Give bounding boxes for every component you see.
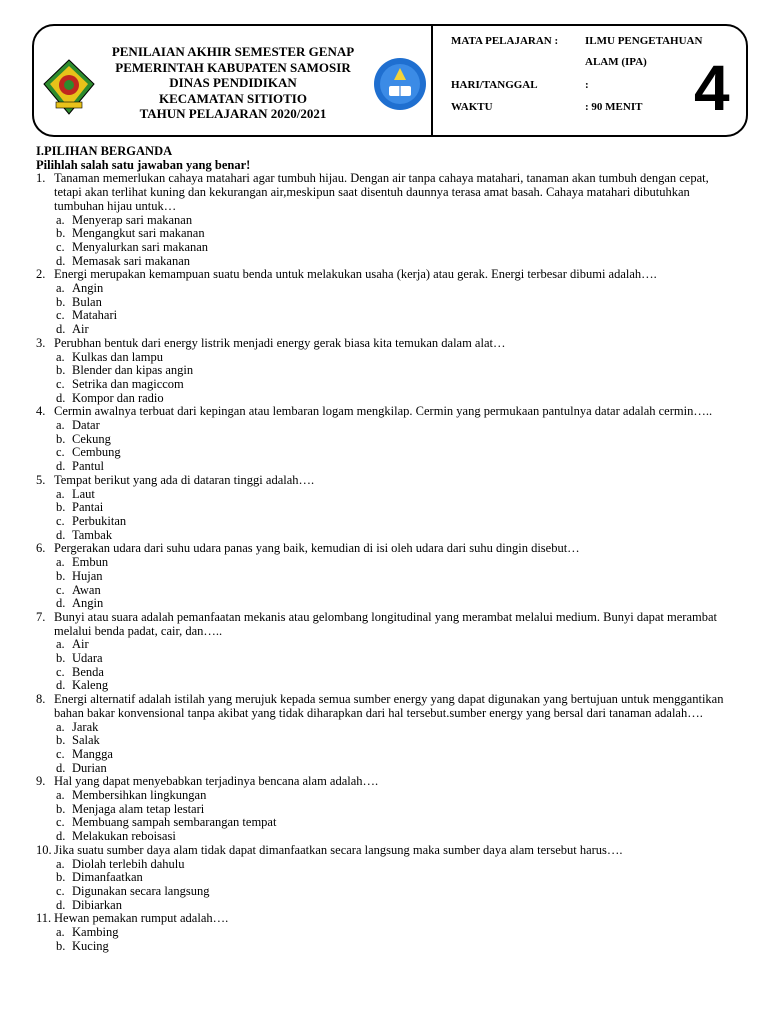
question-text: Jika suatu sumber daya alam tidak dapat dimanfaatkan secara langsung maka sumber daya alam tersebut harus…. [54,842,623,857]
option-letter: c. [56,582,65,597]
option-letter: c. [56,308,65,323]
option-text: Setrika dan magiccom [72,376,184,391]
option-text: Kucing [72,938,109,953]
option-letter: a. [56,486,65,501]
option-letter: d. [56,897,66,912]
question-row [36,405,736,419]
option-text: Mangga [72,746,113,761]
option-letter: c. [56,746,65,761]
option-letter: d. [56,678,66,693]
question-number: 11. [36,911,52,926]
option-text: Laut [72,486,95,501]
option-letter: d. [56,829,66,844]
instruction-text: Pilihlah salah satu jawaban yang benar! [36,157,251,172]
option-letter: a. [56,349,65,364]
answer-option [56,515,736,529]
option-letter: a. [56,925,65,940]
answer-option [56,597,736,611]
option-list [56,488,736,543]
option-text: Tambak [72,527,113,542]
question-item [36,474,736,543]
exam-header [32,24,748,137]
answer-option [56,926,736,940]
question-number: 8. [36,692,46,707]
question-text: Tempat berikut yang ada di dataran tinggi adalah…. [54,472,315,487]
option-text: Kaleng [72,678,109,693]
tut-wuri-handayani-logo-icon [372,56,428,112]
answer-option [56,570,736,584]
question-text: Energi merupakan kemampuan suatu benda untuk melakukan usaha (kerja) atau gerak. Energi terbesar dibumi adalah…. [54,267,657,282]
question-row [36,844,736,858]
option-letter: b. [56,294,66,309]
option-text: Kambing [72,925,119,940]
option-letter: d. [56,760,66,775]
option-letter: b. [56,733,66,748]
option-text: Membersihkan lingkungan [72,788,207,803]
answer-option [56,433,736,447]
answer-option [56,529,736,543]
title-line-1: PENILAIAN AKHIR SEMESTER GENAP [111,44,355,59]
answer-option [56,679,736,693]
option-text: Air [72,637,89,652]
answer-option [56,488,736,502]
option-letter: d. [56,596,66,611]
option-text: Menyalurkan sari makanan [72,239,209,254]
question-row [36,775,736,789]
option-letter: b. [56,870,66,885]
subject-value-line-1: ILMU PENGETAHUAN [585,35,703,47]
question-item [36,775,736,844]
option-letter: c. [56,445,65,460]
answer-option [56,830,736,844]
grade-number: 4 [694,52,730,124]
answer-option [56,323,736,337]
option-letter: d. [56,459,66,474]
answer-option [56,871,736,885]
subject-label: MATA PELAJARAN : [451,35,559,47]
question-text: Pergerakan udara dari suhu udara panas yang baik, kemudian di isi oleh udara dari suhu dingin disebut… [54,541,580,556]
answer-option [56,241,736,255]
option-letter: d. [56,390,66,405]
answer-option [56,392,736,406]
option-list [56,282,736,337]
option-letter: d. [56,322,66,337]
title-line-4: KECAMATAN SITIOTIO [159,90,307,106]
title-line-2: PEMERINTAH KABUPATEN SAMOSIR [115,59,351,75]
option-text: Diolah terlebih dahulu [72,856,185,871]
option-text: Datar [72,418,100,433]
answer-option [56,734,736,748]
question-list [36,172,736,953]
option-letter: d. [56,253,66,268]
question-row [36,611,736,638]
option-letter: a. [56,418,65,433]
option-list [56,419,736,474]
answer-option [56,885,736,899]
question-text: Bunyi atau suara adalah pemanfaatan mekanis atau gelombang longitudinal yang merambat melalui medium. Bunyi dapat merambat melalui benda padat, cair, dan….. [54,609,717,638]
answer-option [56,255,736,269]
option-text: Kulkas dan lampu [72,349,163,364]
option-letter: b. [56,226,66,241]
option-text: Memasak sari makanan [72,253,191,268]
answer-option [56,762,736,776]
option-text: Kompor dan radio [72,390,164,405]
option-letter: b. [56,568,66,583]
question-row [36,268,736,282]
question-number: 3. [36,335,46,350]
option-letter: b. [56,431,66,446]
question-row [36,912,736,926]
question-number: 4. [36,404,46,419]
option-text: Angin [72,281,104,296]
answer-option [56,296,736,310]
section-title: I.PILIHAN BERGANDA [36,144,173,158]
question-text: Energi alternatif adalah istilah yang merujuk kepada semua sumber energy yang dapat digunakan yang bertujuan untuk menggantikan bahan bakar konvensional tanpa akibat yang tidak diharapkan dari hal tersebut.sumber energy yang bersal dari tanaman adalah…. [54,692,724,720]
title-line-3: DINAS PENDIDIKAN [169,75,297,90]
option-text: Menjaga alam tetap lestari [72,801,205,816]
option-text: Benda [72,664,104,679]
option-letter: b. [56,363,66,378]
answer-option [56,638,736,652]
time-value: : 90 MENIT [585,101,643,113]
option-text: Mengangkut sari makanan [72,226,205,241]
option-text: Dibiarkan [72,897,122,912]
option-letter: b. [56,938,66,953]
question-text: Tanaman memerlukan cahaya matahari agar tumbuh hijau. Dengan air tanpa cahaya matahari, tanaman akan tumbuh dengan cepat, tetapi akan terlihat kuning dan kekurangan air,meskipun saat disentuh daunnya terasa amat basah. Cahaya matahari dibutuhkan tumbuhan hijau untuk… [54,171,709,213]
option-text: Hujan [72,568,103,583]
title-line-5: TAHUN PELAJARAN 2020/2021 [139,106,327,121]
option-text: Perbukitan [72,513,127,528]
option-letter: a. [56,856,65,871]
option-letter: a. [56,212,65,227]
option-text: Pantul [72,459,104,474]
option-text: Durian [72,760,107,775]
question-text: Cermin awalnya terbuat dari kepingan atau lembaran logam mengkilap. Cermin yang permukaan pantulnya datar adalah cermin….. [54,404,713,419]
option-text: Embun [72,555,109,570]
option-letter: a. [56,281,65,296]
answer-option [56,816,736,830]
time-label: WAKTU [451,101,493,113]
exam-content [36,145,736,953]
option-letter: a. [56,719,65,734]
question-number: 1. [36,171,46,186]
question-item [36,844,736,913]
answer-option [56,282,736,296]
option-text: Bulan [72,294,102,309]
option-text: Blender dan kipas angin [72,363,194,378]
option-list [56,858,736,913]
option-text: Udara [72,651,103,666]
question-number: 2. [36,267,46,282]
answer-option [56,309,736,323]
answer-option [56,789,736,803]
option-text: Cembung [72,445,121,460]
question-row [36,542,736,556]
option-text: Awan [72,582,101,597]
question-item [36,912,736,953]
question-number: 9. [36,774,46,789]
question-row [36,693,736,720]
answer-option [56,364,736,378]
option-text: Salak [72,733,100,748]
answer-option [56,584,736,598]
option-letter: c. [56,664,65,679]
question-item [36,337,736,406]
option-list [56,926,736,953]
date-label: HARI/TANGGAL [451,79,538,91]
answer-option [56,214,736,228]
option-text: Air [72,322,89,337]
question-number: 7. [36,609,46,624]
question-text: Hal yang dapat menyebabkan terjadinya bencana alam adalah…. [54,774,379,789]
option-list [56,638,736,693]
option-text: Pantai [72,500,104,515]
question-item [36,693,736,775]
answer-option [56,446,736,460]
school-title [90,44,376,122]
answer-option [56,419,736,433]
answer-option [56,501,736,515]
option-letter: a. [56,637,65,652]
question-item [36,405,736,474]
question-row [36,172,736,213]
question-text: Perubhan bentuk dari energy listrik menjadi energy gerak biasa kita temukan dalam alat… [54,335,506,350]
option-text: Cekung [72,431,111,446]
option-letter: c. [56,376,65,391]
option-letter: c. [56,815,65,830]
question-number: 10. [36,842,52,857]
answer-option [56,858,736,872]
subject-value-line-2: ALAM (IPA) [585,56,647,68]
answer-option [56,748,736,762]
answer-option [56,666,736,680]
option-text: Matahari [72,308,118,323]
option-text: Angin [72,596,104,611]
answer-option [56,899,736,913]
answer-option [56,227,736,241]
date-value: : [585,79,589,91]
option-text: Dimanfaatkan [72,870,143,885]
option-letter: c. [56,513,65,528]
answer-option [56,940,736,954]
answer-option [56,721,736,735]
question-number: 5. [36,472,46,487]
header-divider [431,24,433,137]
answer-option [56,652,736,666]
answer-option [56,378,736,392]
answer-option [56,556,736,570]
question-item [36,611,736,693]
samosir-regency-emblem-icon [42,58,96,116]
option-letter: b. [56,801,66,816]
option-letter: c. [56,883,65,898]
option-letter: a. [56,788,65,803]
option-list [56,351,736,406]
option-text: Melakukan reboisasi [72,829,176,844]
option-letter: a. [56,555,65,570]
answer-option [56,803,736,817]
question-row [36,474,736,488]
option-letter: b. [56,651,66,666]
option-text: Membuang sampah sembarangan tempat [72,815,277,830]
option-list [56,556,736,611]
option-list [56,789,736,844]
option-letter: c. [56,239,65,254]
question-item [36,172,736,268]
question-text: Hewan pemakan rumput adalah…. [54,911,229,926]
option-text: Menyerap sari makanan [72,212,193,227]
question-item [36,542,736,611]
option-list [56,214,736,269]
question-row [36,337,736,351]
option-list [56,721,736,776]
option-letter: b. [56,500,66,515]
option-text: Jarak [72,719,99,734]
question-item [36,268,736,337]
question-number: 6. [36,541,46,556]
answer-option [56,351,736,365]
option-text: Digunakan secara langsung [72,883,210,898]
option-letter: d. [56,527,66,542]
answer-option [56,460,736,474]
